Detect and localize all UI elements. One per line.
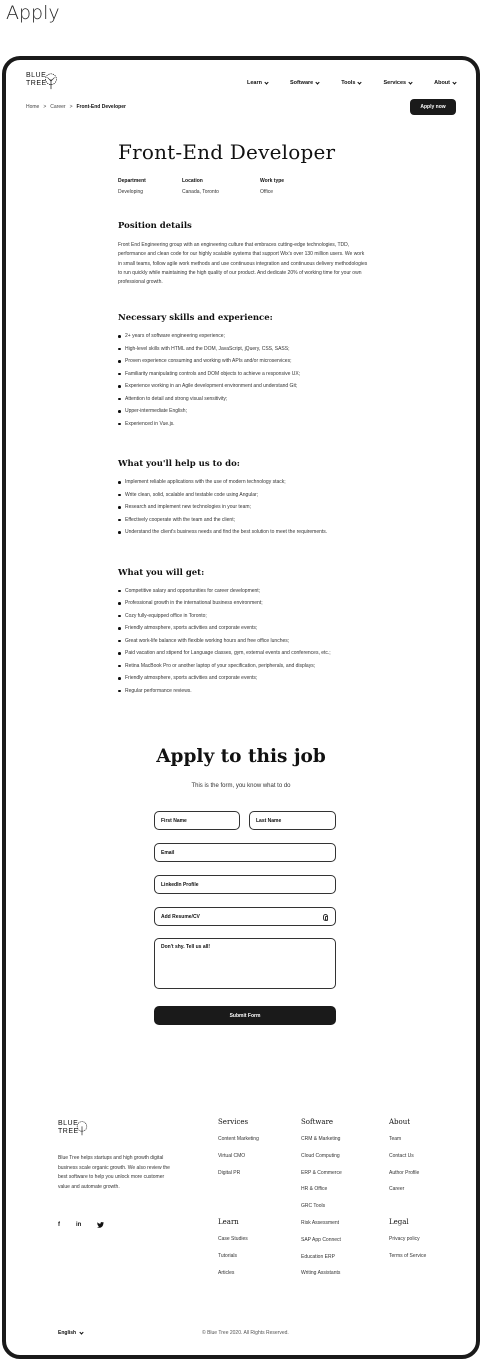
list-item: Great work-life balance with flexible working hours and free office lunches; xyxy=(118,638,368,651)
meta-value: Developing xyxy=(118,189,144,195)
tree-icon xyxy=(42,72,60,90)
apply-subtitle: This is the form, you know what to do xyxy=(191,783,291,789)
list-item: Friendly atmosphere, sports activities and corporate events; xyxy=(118,625,368,638)
footer-legal xyxy=(389,1218,426,1270)
footer-link[interactable]: Articles xyxy=(218,1269,235,1276)
footer-link[interactable]: Case Studies xyxy=(218,1236,248,1242)
nav-label: Tools xyxy=(341,80,356,86)
apply-title: Apply to this job xyxy=(156,746,326,767)
list-item: Understand the client's business needs and find the best solution to meet the requirements. xyxy=(118,529,368,542)
field-label: Email xyxy=(161,849,175,856)
footer-link[interactable]: Privacy policy xyxy=(389,1236,420,1242)
language-selector[interactable] xyxy=(58,1330,83,1336)
meta-key: Location xyxy=(182,178,203,184)
list-item: 2+ years of software engineering experience; xyxy=(118,333,368,346)
linkedin-field[interactable] xyxy=(154,875,336,894)
footer-heading: Software xyxy=(301,1118,334,1126)
submit-form-button[interactable]: Submit Form xyxy=(154,1006,336,1025)
footer-heading: Legal xyxy=(389,1218,409,1226)
footer-heading: Learn xyxy=(218,1218,239,1226)
list-item: Research and implement new technologies in your team; xyxy=(118,504,368,517)
field-label: LinkedIn Profile xyxy=(161,881,199,888)
email-field[interactable] xyxy=(154,843,336,862)
browser-frame xyxy=(2,56,480,1359)
footer-services xyxy=(218,1118,259,1186)
footer-link[interactable]: Contact Us xyxy=(389,1152,414,1159)
list-item: Write clean, solid, scalable and testable code using Angular; xyxy=(118,492,368,505)
footer-learn xyxy=(218,1218,248,1286)
footer-link[interactable]: Tutorials xyxy=(218,1252,237,1259)
logo[interactable] xyxy=(26,72,66,96)
footer-heading: About xyxy=(389,1118,411,1126)
footer-link[interactable]: Writing Assistants xyxy=(301,1270,341,1277)
footer-link[interactable]: Terms of Service xyxy=(389,1252,427,1259)
footer-link[interactable]: ERP & Commerce xyxy=(301,1169,342,1176)
help-list xyxy=(118,479,368,542)
breadcrumb-separator: > xyxy=(69,104,73,110)
list-item: Experience working in an Agile development environment and understand Git; xyxy=(118,383,368,396)
chevron-down-icon xyxy=(264,80,268,84)
linkedin-icon[interactable]: in xyxy=(76,1222,82,1228)
nav-label: Software xyxy=(289,80,314,86)
breadcrumb xyxy=(26,104,126,110)
list-item: Effectively cooperate with the team and the client; xyxy=(118,517,368,530)
nav-label: Learn xyxy=(246,80,262,86)
chevron-down-icon xyxy=(452,80,456,84)
resume-upload-field[interactable] xyxy=(154,907,336,926)
footer-link[interactable]: HR & Office xyxy=(301,1186,328,1193)
copyright: © Blue Tree 2020. All Rights Reserved. xyxy=(202,1330,289,1336)
meta-location xyxy=(182,178,260,195)
first-name-field[interactable] xyxy=(154,811,240,830)
meta-work-type xyxy=(260,178,284,195)
footer-link[interactable]: Digital PR xyxy=(218,1169,241,1176)
list-item: Regular performance reviews. xyxy=(118,688,368,701)
footer-link[interactable]: Content Marketing xyxy=(218,1136,259,1142)
section-heading-get: What you will get: xyxy=(118,567,205,578)
list-item: Competitive salary and opportunities for career development; xyxy=(118,588,368,601)
footer-link[interactable]: Education ERP xyxy=(301,1253,335,1260)
footer-link[interactable]: SAP App Connect xyxy=(301,1236,341,1243)
nav-label: About xyxy=(434,80,450,86)
apply-now-button[interactable]: Apply now xyxy=(410,99,456,115)
field-label: Add Resume/CV xyxy=(161,913,200,920)
nav-learn[interactable] xyxy=(247,80,268,86)
page-title: Front-End Developer xyxy=(118,140,336,164)
footer-logo[interactable] xyxy=(58,1120,79,1136)
logo-text-tree: TREE xyxy=(58,1128,79,1135)
footer-link[interactable]: CRM & Marketing xyxy=(301,1136,341,1142)
breadcrumb-current: Front-End Developer xyxy=(76,104,126,110)
list-item: Friendly atmosphere, sports activities and corporate events; xyxy=(118,675,368,688)
paperclip-icon[interactable] xyxy=(323,914,328,921)
skills-list xyxy=(118,333,368,433)
nav-about[interactable] xyxy=(434,80,456,86)
nav-software[interactable] xyxy=(290,80,319,86)
footer-about-text: Blue Tree helps startups and high growth digital business scale organic growth. We also review the best software to help you unlock more customer value and automate growth. xyxy=(58,1155,170,1190)
field-label: Don't shy. Tell us all! xyxy=(161,944,211,950)
list-item: Attention to detail and strong visual sensitivity; xyxy=(118,396,368,409)
message-textarea[interactable] xyxy=(154,938,336,989)
footer-link[interactable]: Team xyxy=(389,1136,402,1142)
footer-about xyxy=(389,1118,419,1203)
meta-value: Canada, Toronto xyxy=(182,189,219,195)
breadcrumb-separator: > xyxy=(43,104,47,110)
job-content xyxy=(118,140,368,700)
field-label: First Name xyxy=(161,817,187,824)
footer-link[interactable]: Cloud Computing xyxy=(301,1152,340,1159)
site-header xyxy=(6,60,476,100)
chevron-down-icon xyxy=(316,80,320,84)
facebook-icon[interactable]: f xyxy=(58,1222,60,1228)
breadcrumb-career[interactable]: Career xyxy=(50,104,66,110)
list-item: Experienced in Vue.js. xyxy=(118,421,368,434)
nav-services[interactable] xyxy=(383,80,412,86)
main-nav xyxy=(225,80,456,86)
nav-label: Services xyxy=(383,80,407,86)
meta-department xyxy=(118,178,182,195)
footer-heading: Services xyxy=(218,1118,249,1126)
social-links xyxy=(58,1222,104,1228)
get-list xyxy=(118,588,368,701)
breadcrumb-home[interactable]: Home xyxy=(26,104,40,110)
list-item: Retina MacBook Pro or another laptop of your specification, peripherals, and displays; xyxy=(118,663,368,676)
list-item: High-level skills with HTML and the DOM, JavaScript, jQuery, CSS, SASS; xyxy=(118,346,368,359)
list-item: Paid vacation and stipend for Language classes, gym, external events and conferences, etc.; xyxy=(118,650,368,663)
footer-link[interactable]: Career xyxy=(389,1186,405,1193)
footer-software xyxy=(301,1118,342,1287)
meta-value: Office xyxy=(260,189,273,195)
chevron-down-icon xyxy=(358,80,362,84)
meta-key: Department xyxy=(118,178,146,184)
logo-text-tree: TREE xyxy=(26,80,47,87)
list-item: Implement reliable applications with the use of modern technology stack; xyxy=(118,479,368,492)
chevron-down-icon xyxy=(79,1330,83,1334)
nav-tools[interactable] xyxy=(341,80,361,86)
language-label: English xyxy=(58,1330,77,1336)
section-heading-position: Position details xyxy=(118,221,192,231)
job-meta xyxy=(118,178,368,195)
logo-text-blue: BLUE xyxy=(26,72,47,79)
section-heading-help: What you'll help us to do: xyxy=(118,459,240,470)
list-item: Familiarity manipulating controls and DOM objects to achieve a responsive UX; xyxy=(118,371,368,384)
last-name-field[interactable] xyxy=(249,811,336,830)
meta-key: Work type xyxy=(260,178,285,184)
list-item: Proven experience consuming and working with APIs and/or microservices; xyxy=(118,358,368,371)
position-text: Front End Engineering group with an engineering culture that embraces cutting-edge technologies, TDD, performance and clean code for our highly scalable systems that support Wix's over 130 million users. We work in small teams, follow agile work methods and use continuous integration and continuous delivery methodologies to run quickly while maintaining the high quality of our product. And dedicate 20% of working time for your own professional growth. xyxy=(118,242,368,286)
field-label: Last Name xyxy=(256,817,282,824)
section-heading-skills: Necessary skills and experience: xyxy=(118,313,273,324)
footer-link[interactable]: Virtual CMO xyxy=(218,1152,246,1159)
list-item: Cozy fully-equipped office in Toronto; xyxy=(118,613,368,626)
chevron-down-icon xyxy=(408,80,412,84)
footer-link[interactable]: GRC Tools xyxy=(301,1203,326,1210)
tree-icon xyxy=(74,1120,90,1136)
logo-text-blue: BLUE xyxy=(58,1120,79,1127)
footer-link[interactable]: Risk Assessment xyxy=(301,1219,340,1226)
footer-link[interactable]: Author Profile xyxy=(389,1169,420,1176)
list-item: Professional growth in the international business environment; xyxy=(118,600,368,613)
list-item: Upper-intermediate English; xyxy=(118,408,368,421)
twitter-icon[interactable] xyxy=(97,1222,104,1228)
page-label: Apply xyxy=(6,2,60,24)
